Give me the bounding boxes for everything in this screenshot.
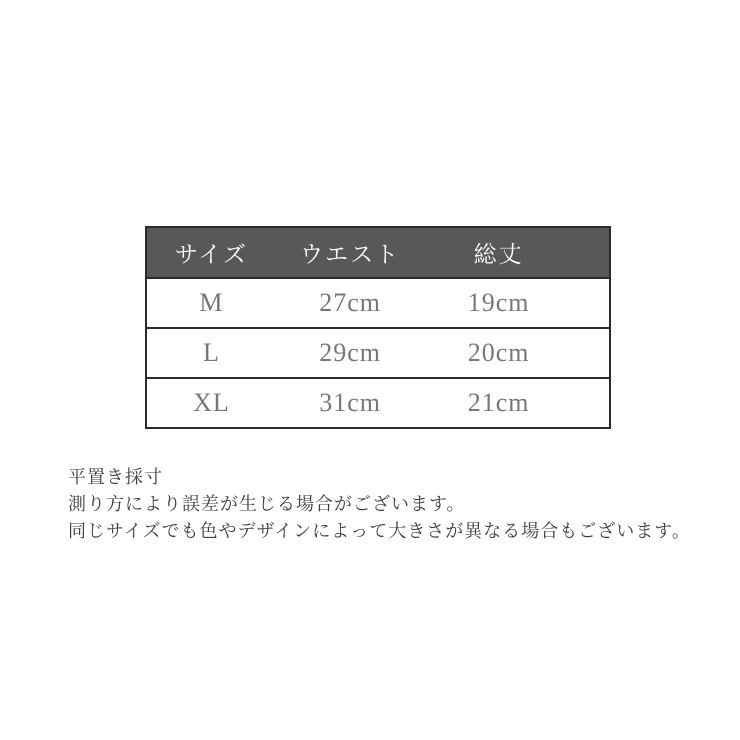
waist-cell: 29cm [276,328,424,378]
spacer-cell [573,278,610,328]
table-row [146,378,610,428]
length-cell: 21cm [424,378,572,428]
note-size-variation: 同じサイズでも色やデザインによって大きさが異なる場合もございます。 [68,521,691,541]
waist-column-header: ウエスト [276,227,424,278]
table-row [146,278,610,328]
waist-cell: 27cm [276,278,424,328]
spacer-cell [573,328,610,378]
size-cell: M [146,278,276,328]
size-cell: L [146,328,276,378]
measurement-notes [68,464,718,545]
size-chart-table [145,226,611,429]
note-measurement-error: 測り方により誤差が生じる場合がございます。 [68,494,466,514]
spacer-cell [573,378,610,428]
note-flat-measurement: 平置き採寸 [68,467,163,487]
waist-cell: 31cm [276,378,424,428]
length-cell: 20cm [424,328,572,378]
length-cell: 19cm [424,278,572,328]
size-cell: XL [146,378,276,428]
length-column-header: 総丈 [424,227,572,278]
header-spacer-cell [573,227,610,278]
size-column-header: サイズ [146,227,276,278]
size-chart-header-row [146,227,610,278]
table-row [146,328,610,378]
size-chart [145,226,611,429]
